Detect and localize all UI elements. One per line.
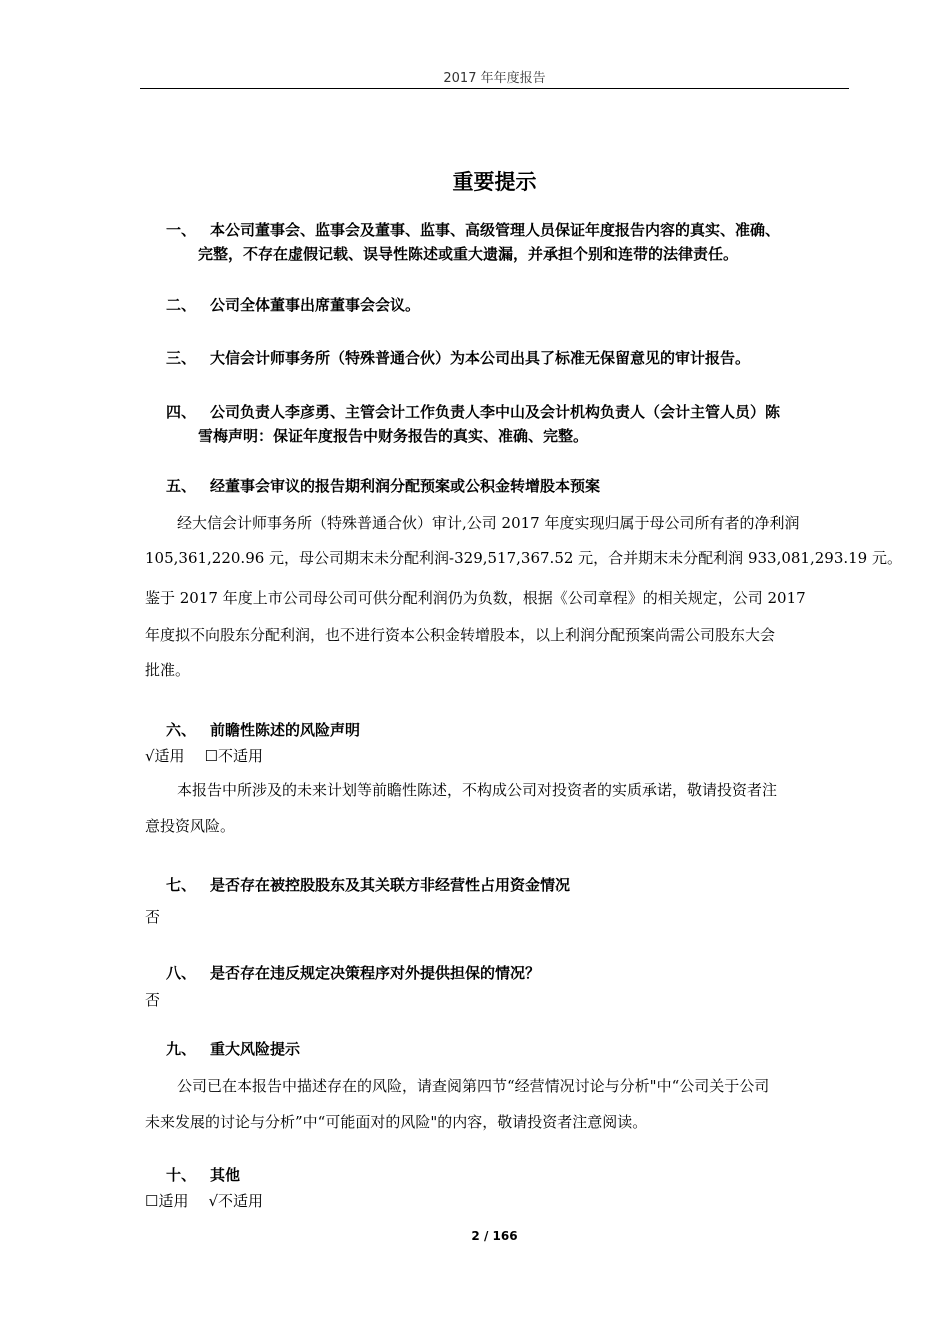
page-header: 2017 年年度报告 xyxy=(443,71,546,86)
section-text: 是否存在被控股股东及其关联方非经营性占用资金情况 xyxy=(210,876,571,894)
not-applicable-option: ☐不适用 xyxy=(204,747,264,765)
section-text: 公司负责人李彦勇、主管会计工作负责人李中山及会计机构负责人（会计主管人员）陈 xyxy=(210,403,781,421)
page-number: 2 / 166 xyxy=(471,1229,518,1243)
section-number: 七、 xyxy=(166,876,197,894)
section-number: 四、 xyxy=(166,403,197,421)
page-title: 重要提示 xyxy=(452,170,537,194)
body-line: 鉴于 2017 年度上市公司母公司可供分配利润仍为负数，根据《公司章程》的相关规定，公司 2017 xyxy=(145,589,806,607)
body-line: 意投资风险。 xyxy=(145,817,236,835)
section-text: 重大风险提示 xyxy=(210,1040,301,1058)
applicable-option: ☐适用 xyxy=(145,1192,189,1210)
body-line: 本报告中所涉及的未来计划等前瞻性陈述，不构成公司对投资者的实质承诺，敬请投资者注 xyxy=(177,781,778,799)
body-line: 公司已在本报告中描述存在的风险，请查阅第四节“经营情况讨论与分析"中“公司关于公司 xyxy=(177,1077,770,1095)
applicability-options xyxy=(145,1190,283,1211)
section-text-continued: 完整，不存在虚假记载、误导性陈述或重大遗漏，并承担个别和连带的法律责任。 xyxy=(198,245,739,263)
section-text-continued: 雪梅声明：保证年度报告中财务报告的真实、准确、完整。 xyxy=(198,427,589,445)
section-number: 六、 xyxy=(166,721,197,739)
body-line: 批准。 xyxy=(145,661,191,679)
answer-text: 否 xyxy=(145,908,161,926)
applicability-options xyxy=(145,745,283,766)
section-text: 经董事会审议的报告期利润分配预案或公积金转增股本预案 xyxy=(210,477,601,495)
body-line: 未来发展的讨论与分析”中“可能面对的风险"的内容，敬请投资者注意阅读。 xyxy=(145,1113,648,1131)
section-number: 九、 xyxy=(166,1040,197,1058)
not-applicable-checked-option: √不适用 xyxy=(208,1192,264,1210)
section-text: 前瞻性陈述的风险声明 xyxy=(210,721,361,739)
body-line: 105,361,220.96 元，母公司期末未分配利润-329,517,367.52 元，合并期末未分配利润 933,081,293.19 元。 xyxy=(145,549,902,567)
section-text: 本公司董事会、监事会及董事、监事、高级管理人员保证年度报告内容的真实、准确、 xyxy=(210,221,781,239)
section-number: 十、 xyxy=(166,1166,197,1184)
section-number: 一、 xyxy=(166,221,197,239)
section-number: 二、 xyxy=(166,296,197,314)
section-number: 五、 xyxy=(166,477,197,495)
answer-text: 否 xyxy=(145,991,161,1009)
section-number: 三、 xyxy=(166,349,197,367)
header-divider xyxy=(140,88,849,89)
body-line: 经大信会计师事务所（特殊普通合伙）审计,公司 2017 年度实现归属于母公司所有者的净利润 xyxy=(177,514,800,532)
section-number: 八、 xyxy=(166,964,197,982)
body-line: 年度拟不向股东分配利润，也不进行资本公积金转增股本，以上利润分配预案尚需公司股东大会 xyxy=(145,626,776,644)
section-text: 是否存在违反规定决策程序对外提供担保的情况？ xyxy=(210,964,541,982)
section-text: 公司全体董事出席董事会会议。 xyxy=(210,296,421,314)
applicable-checked-option: √适用 xyxy=(145,747,185,765)
section-text: 大信会计师事务所（特殊普通合伙）为本公司出具了标准无保留意见的审计报告。 xyxy=(210,349,751,367)
section-text: 其他 xyxy=(210,1166,241,1184)
